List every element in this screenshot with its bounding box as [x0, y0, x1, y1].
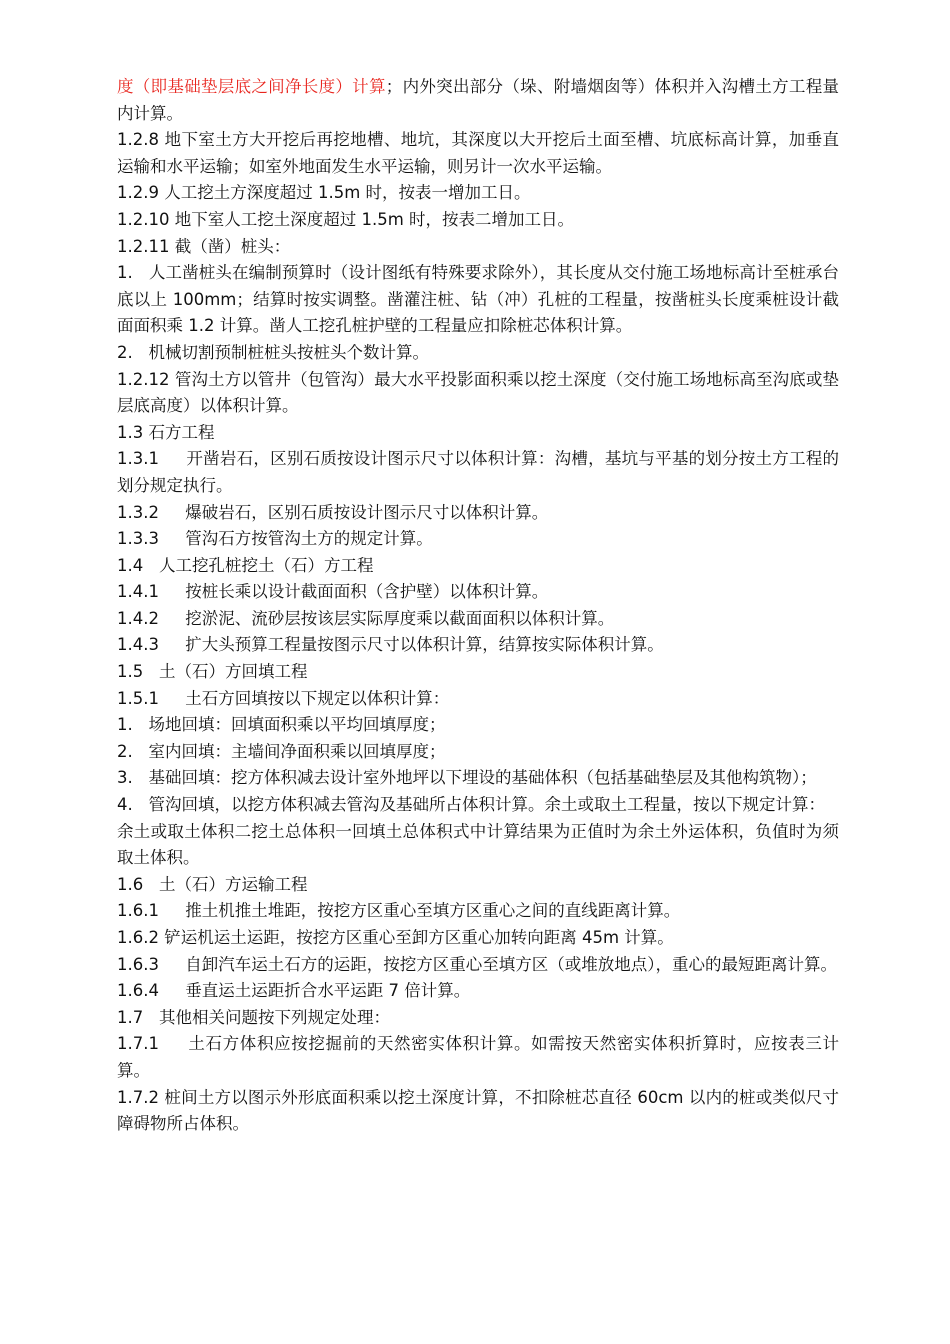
paragraph-1-2-9: 1.2.9 人工挖土方深度超过 1.5m 时，按表一增加工日。 — [117, 183, 531, 203]
paragraph-1 — [117, 74, 839, 127]
paragraph-1-3-2: 1.3.2 爆破岩石，区别石质按设计图示尺寸以体积计算。 — [117, 502, 549, 522]
formula-paragraph: 余土或取土体积二挖土总体积一回填土总体积式中计算结果为正值时为余土外运体积，负值时为须取土体积。 — [117, 821, 839, 868]
paragraph-1-7-1: 1.7.1 土石方体积应按挖掘前的天然密实体积计算。如需按天然密实体积折算时，应按表三计算。 — [117, 1034, 839, 1080]
list-item-1: 1. 场地回填：回填面积乘以平均回填厚度； — [117, 715, 446, 735]
paragraph-1-4-1: 1.4.1 按桩长乘以设计截面面积（含护壁）以体积计算。 — [117, 582, 549, 602]
section-heading-1-7: 1.7 其他相关问题按下列规定处理： — [117, 1007, 390, 1027]
list-item-3: 3. 基础回填：挖方体积减去设计室外地坪以下埋设的基础体积（包括基础垫层及其他构筑物）； — [117, 768, 817, 788]
list-item-1: 1. 人工凿桩头在编制预算时（设计图纸有特殊要求除外），其长度从交付施工场地标高计至桩承台底以上 100mm；结算时按实调整。凿灌注桩、钻（冲）孔桩的工程量，按凿桩头长度乘桩设计截面面积乘 1.2 计算。凿人工挖孔桩护壁的工程量应扣除桩芯体积计算。 — [117, 263, 839, 336]
paragraph-1-3-1: 1.3.1 开凿岩石，区别石质按设计图示尺寸以体积计算：沟槽，基坑与平基的划分按土方工程的划分规定执行。 — [117, 449, 839, 495]
paragraph-1-2-12: 1.2.12 管沟土方以管井（包管沟）最大水平投影面积乘以挖土深度（交付施工场地标高至沟底或垫层底高度）以体积计算。 — [117, 369, 839, 416]
paragraph-1-6-1: 1.6.1 推土机推土堆距，按挖方区重心至填方区重心之间的直线距离计算。 — [117, 901, 681, 921]
document-page — [117, 74, 839, 1138]
section-heading-1-3: 1.3 石方工程 — [117, 422, 215, 442]
paragraph-1-6-3: 1.6.3 自卸汽车运土石方的运距，按挖方区重心至填方区（或堆放地点），重心的最短距离计算。 — [117, 954, 837, 974]
paragraph-1-3-3: 1.3.3 管沟石方按管沟土方的规定计算。 — [117, 529, 433, 549]
section-heading-1-5: 1.5 土（石）方回填工程 — [117, 662, 308, 682]
paragraph-1-4-3: 1.4.3 扩大头预算工程量按图示尺寸以体积计算，结算按实际体积计算。 — [117, 635, 664, 655]
list-item-4: 4. 管沟回填，以挖方体积减去管沟及基础所占体积计算。余土或取土工程量，按以下规定计算： — [117, 795, 825, 815]
paragraph-1-2-11: 1.2.11 截（凿）桩头： — [117, 236, 291, 256]
highlighted-text: 度（即基础垫层底之间净长度）计算 — [117, 77, 386, 96]
paragraph-1-7-2: 1.7.2 桩间土方以图示外形底面积乘以挖土深度计算，不扣除桩芯直径 60cm 以内的桩或类似尺寸障碍物所占体积。 — [117, 1087, 839, 1134]
section-heading-1-6: 1.6 土（石）方运输工程 — [117, 874, 308, 894]
paragraph-1-2-8: 1.2.8 地下室土方大开挖后再挖地槽、地坑，其深度以大开挖后土面至槽、坑底标高计算，加垂直运输和水平运输；如室外地面发生水平运输，则另计一次水平运输。 — [117, 130, 839, 176]
paragraph-1-4-2: 1.4.2 挖淤泥、流砂层按该层实际厚度乘以截面面积以体积计算。 — [117, 608, 615, 628]
paragraph-1-2-10: 1.2.10 地下室人工挖土深度超过 1.5m 时，按表二增加工日。 — [117, 209, 575, 229]
paragraph-text: ；内外突出部分（垛、附墙烟囱等）体积并入沟槽土方工程量内计算。 — [117, 77, 840, 123]
section-heading-1-4: 1.4 人工挖孔桩挖土（石）方工程 — [117, 555, 374, 575]
list-item-2: 2. 室内回填：主墙间净面积乘以回填厚度； — [117, 741, 446, 761]
paragraph-1-6-2: 1.6.2 铲运机运土运距，按挖方区重心至卸方区重心加转向距离 45m 计算。 — [117, 928, 674, 947]
paragraph-1-6-4: 1.6.4 垂直运土运距折合水平运距 7 倍计算。 — [117, 981, 471, 1001]
paragraph-1-5-1: 1.5.1 土石方回填按以下规定以体积计算： — [117, 688, 450, 708]
list-item-2: 2. 机械切割预制桩桩头按桩头个数计算。 — [117, 342, 429, 362]
